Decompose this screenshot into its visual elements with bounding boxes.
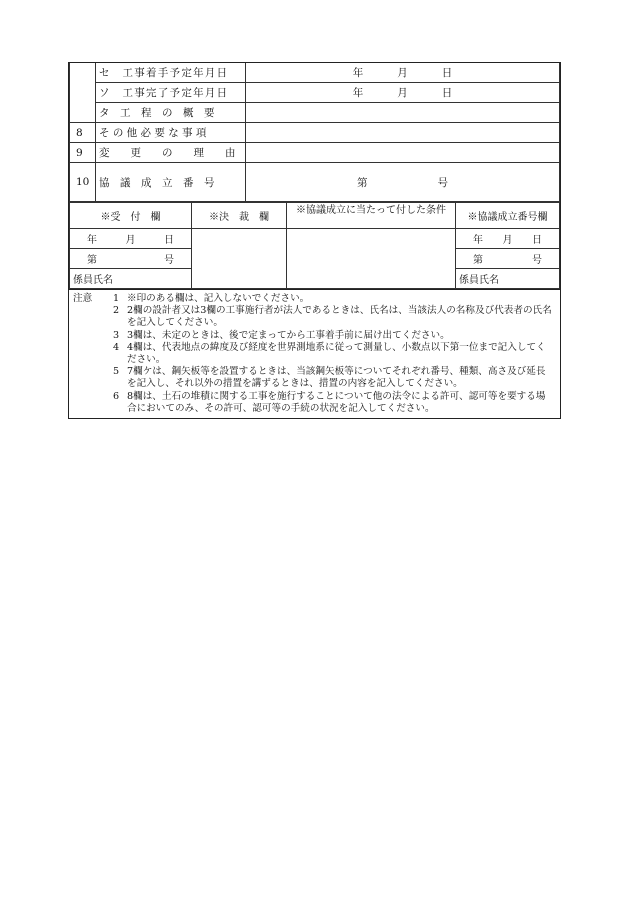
go-suffix: 号 <box>437 176 448 189</box>
other-matters-field[interactable] <box>246 123 560 143</box>
agreement-number-header: ※協議成立番号欄 <box>456 203 560 229</box>
row-end-date <box>70 83 560 103</box>
conditions-header: ※協議成立に当たって付した条件 <box>287 203 456 229</box>
row-8 <box>70 123 560 143</box>
note-number: 5 <box>113 366 120 378</box>
note-item <box>73 366 555 390</box>
lower-header-row <box>70 203 560 229</box>
note-text: 3欄は、未定のときは、後で定まってから工事着手前に届け出てください。 <box>127 329 450 341</box>
month-unit: 月 <box>397 67 408 79</box>
reception-number[interactable] <box>70 249 192 269</box>
dai-prefix: 第 <box>473 255 483 266</box>
row-number: 10 <box>70 163 96 202</box>
go-suffix: 号 <box>532 255 542 266</box>
note-number: 4 <box>113 341 120 353</box>
upper-table <box>69 63 560 202</box>
agreement-number[interactable] <box>456 249 560 269</box>
month-unit: 月 <box>397 87 408 99</box>
lower-table <box>69 202 560 289</box>
day-unit: 日 <box>441 67 453 79</box>
row-label: ソ 工事完了予定年月日 <box>96 83 246 103</box>
note-item <box>73 391 555 415</box>
row-schedule <box>70 103 560 123</box>
note-item <box>73 305 555 329</box>
day-unit: 日 <box>441 87 453 99</box>
note-text: 8欄は、土石の堆積に関する工事を施行することについて他の法令による許可、認可等を要する場合においてのみ、その許可、認可等の手続の状況を記入してください。 <box>127 390 546 414</box>
lower-date-row <box>70 229 560 249</box>
row-number: 8 <box>70 123 96 143</box>
reception-date[interactable] <box>70 229 192 249</box>
change-reason-field[interactable] <box>246 143 560 163</box>
year-unit: 年 <box>352 67 364 79</box>
row-start-date <box>70 63 560 83</box>
row-label: 協 議 成 立 番 号 <box>96 163 246 202</box>
row-number: 9 <box>70 143 96 163</box>
day-unit: 日 <box>164 235 174 246</box>
row-label: セ 工事着手予定年月日 <box>96 63 246 83</box>
conditions-field[interactable] <box>287 229 456 289</box>
decision-header: ※決 裁 欄 <box>192 203 287 229</box>
day-unit: 日 <box>532 235 542 246</box>
schedule-field[interactable] <box>246 103 560 123</box>
note-number: 3 <box>113 329 120 341</box>
reception-header: ※受 付 欄 <box>70 203 192 229</box>
start-date-field[interactable] <box>246 63 560 83</box>
row-label: 変 更 の 理 由 <box>96 143 246 163</box>
reception-staff-name[interactable]: 係員氏名 <box>70 269 192 289</box>
note-text: 4欄は、代表地点の緯度及び経度を世界測地系に従って測量し、小数点以下第一位まで記入してください。 <box>127 341 546 366</box>
end-date-field[interactable] <box>246 83 560 103</box>
notes-section <box>69 289 560 418</box>
note-item <box>73 342 555 366</box>
note-number: 2 <box>113 305 120 317</box>
year-unit: 年 <box>87 235 97 246</box>
row-10 <box>70 163 560 202</box>
note-text: 2欄の設計者又は3欄の工事施行者が法人であるときは、氏名は、当該法人の名称及び代表者の氏名を記入してください。 <box>127 305 552 329</box>
dai-prefix: 第 <box>357 176 368 189</box>
row-9 <box>70 143 560 163</box>
note-text: 7欄ケは、鋼矢板等を設置するときは、当該鋼矢板等についてそれぞれ番号、種類、高さ及び延長を記入し、それ以外の措置を講ずるときは、措置の内容を記入してください。 <box>127 366 546 390</box>
note-item <box>73 293 555 305</box>
month-unit: 月 <box>502 235 513 246</box>
row-label: そ の 他 必 要 な 事 項 <box>96 123 246 143</box>
note-number: 1 <box>113 293 120 304</box>
year-unit: 年 <box>473 235 483 246</box>
note-item <box>73 330 555 342</box>
agreement-date[interactable] <box>456 229 560 249</box>
row7-continuation-cell <box>70 63 96 123</box>
year-unit: 年 <box>352 87 364 99</box>
go-suffix: 号 <box>164 255 174 266</box>
note-text: ※印のある欄は、記入しないでください。 <box>127 293 310 304</box>
note-number: 6 <box>113 390 120 402</box>
month-unit: 月 <box>125 235 136 246</box>
decision-field[interactable] <box>192 229 287 289</box>
agreement-number-field[interactable] <box>246 163 560 202</box>
dai-prefix: 第 <box>87 255 97 266</box>
agreement-staff-name[interactable]: 係員氏名 <box>456 269 560 289</box>
application-form <box>68 62 561 419</box>
row-label: タ 工 程 の 概 要 <box>96 103 246 123</box>
notes-heading: 注意 <box>73 293 93 304</box>
